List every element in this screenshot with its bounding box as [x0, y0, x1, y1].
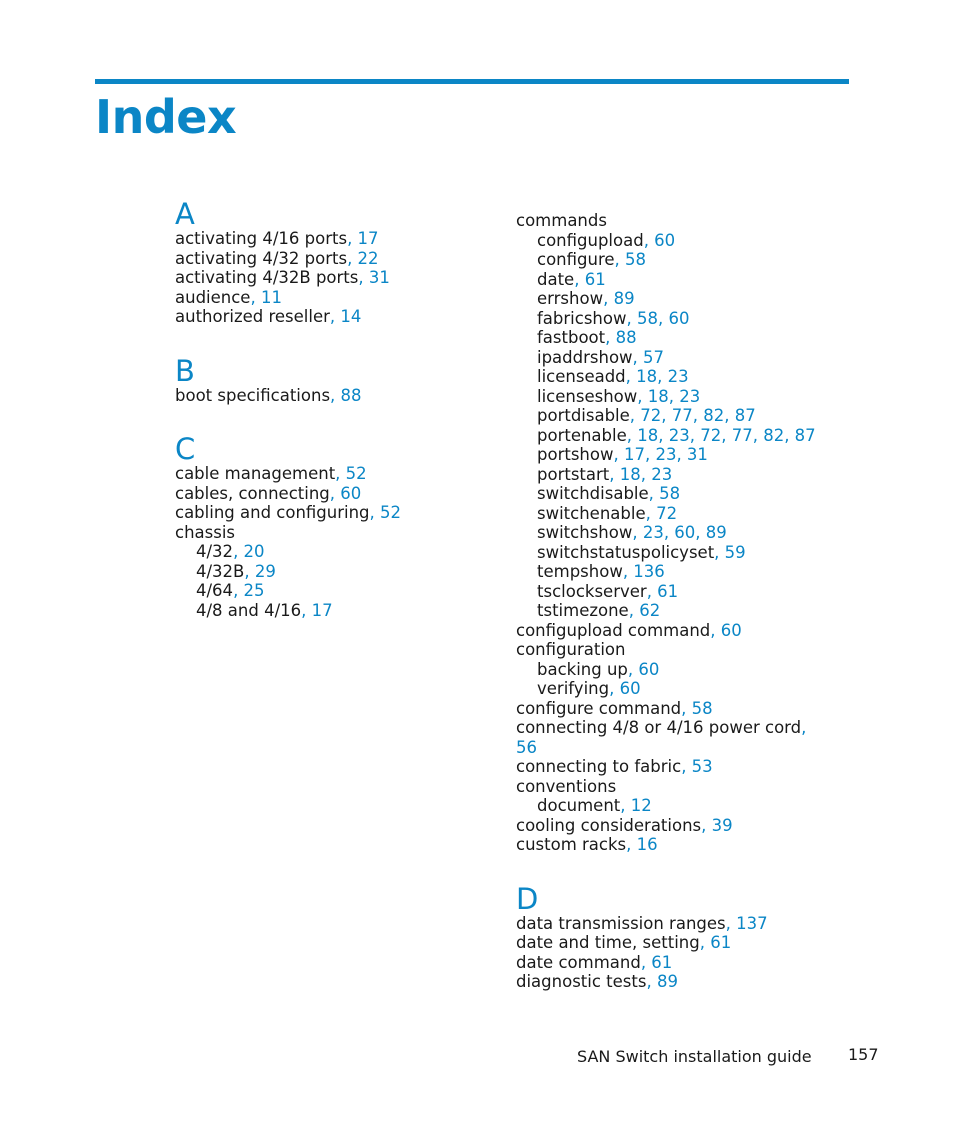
index-entry: [516, 718, 816, 738]
index-subentry: [516, 660, 816, 680]
header-rule: [95, 79, 849, 84]
page-reference-link[interactable]: , 20: [233, 542, 265, 561]
page-reference-link[interactable]: , 61: [640, 952, 673, 972]
index-term: portdisable: [537, 406, 630, 425]
index-term: portenable: [537, 425, 627, 445]
index-term: activating 4/32B ports: [175, 268, 359, 287]
index-subentry: [516, 328, 816, 348]
index-term: switchshow: [537, 523, 633, 542]
page-reference-link[interactable]: , 62: [628, 601, 661, 620]
index-term: configupload command: [516, 620, 711, 640]
index-term: boot specifications: [175, 385, 331, 405]
index-entry: [516, 816, 816, 836]
section-letter: C: [175, 432, 196, 466]
page-reference-link[interactable]: , 58, 60: [626, 308, 690, 328]
index-entry: [516, 621, 816, 641]
page-reference-link[interactable]: , 18, 23: [625, 367, 689, 386]
index-entry: [516, 914, 816, 934]
page-reference-link[interactable]: , 18, 23, 72, 77, 82, 87: [626, 425, 816, 445]
index-term: 4/64: [196, 581, 234, 600]
index-term: cable management: [175, 464, 336, 483]
index-term: cabling and configuring: [175, 503, 370, 522]
page-reference-link[interactable]: , 39: [701, 815, 733, 835]
index-term: errshow: [537, 289, 604, 308]
index-term: commands: [516, 211, 607, 230]
page-reference-link[interactable]: , 61: [646, 581, 679, 601]
index-term: backing up: [537, 659, 628, 679]
page-reference-link[interactable]: 56: [516, 737, 537, 757]
index-subentry: [516, 406, 816, 426]
index-term: date and time, setting: [516, 933, 700, 952]
index-term: 4/32B: [196, 561, 245, 581]
index-term: licenseadd: [537, 367, 626, 386]
index-term: switchenable: [537, 503, 646, 523]
index-entry: [516, 777, 816, 797]
page-reference-link[interactable]: , 14: [329, 307, 362, 326]
page-reference-link[interactable]: , 58: [681, 698, 713, 718]
index-entry: [175, 523, 495, 543]
page-reference-link[interactable]: , 60: [627, 659, 660, 679]
page-reference-link[interactable]: , 29: [244, 561, 276, 581]
index-subentry: [516, 387, 816, 407]
index-subentry: [516, 426, 816, 446]
index-subentry: [516, 270, 816, 290]
index-subentry: [175, 542, 495, 562]
index-term: fastboot: [537, 328, 606, 347]
page-reference-link[interactable]: , 60: [710, 620, 742, 640]
index-term: chassis: [175, 522, 236, 542]
index-term: custom racks: [516, 835, 627, 854]
index-term: connecting to fabric: [516, 757, 682, 776]
index-subentry: [516, 309, 816, 329]
index-subentry: [516, 367, 816, 387]
page-reference-link[interactable]: , 16: [626, 835, 658, 854]
page-reference-link[interactable]: , 18, 23: [609, 464, 673, 484]
page-reference-link[interactable]: , 17, 23, 31: [613, 445, 708, 464]
index-subentry: [516, 250, 816, 270]
index-term: date command: [516, 952, 641, 972]
index-term: portshow: [537, 445, 614, 464]
page-reference-link[interactable]: , 17: [301, 600, 333, 620]
page-reference-link[interactable]: , 89: [603, 289, 635, 308]
index-entry: [175, 249, 495, 269]
index-entry: [516, 757, 816, 777]
page-title: Index: [95, 90, 237, 144]
page-reference-link[interactable]: , 61: [699, 933, 732, 952]
page-reference-link[interactable]: , 137: [725, 913, 768, 933]
index-subentry: [175, 581, 495, 601]
index-term: ipaddrshow: [537, 347, 633, 367]
index-entry: [175, 503, 495, 523]
index-term: configuration: [516, 640, 626, 659]
index-term: configupload: [537, 230, 644, 250]
index-subentry: [175, 601, 495, 621]
index-entry-continuation: [516, 738, 816, 758]
index-subentry: [516, 523, 816, 543]
index-entry: [175, 307, 495, 327]
page-reference-link[interactable]: , 61: [574, 269, 606, 289]
index-term: tsclockserver: [537, 581, 647, 601]
page-reference-link[interactable]: , 31: [358, 268, 390, 287]
page-reference-link[interactable]: , 136: [622, 562, 665, 581]
page-reference-link[interactable]: , 88: [605, 328, 637, 347]
page-reference-link[interactable]: , 17: [347, 229, 379, 248]
index-subentry: [516, 231, 816, 251]
index-entry: [175, 464, 495, 484]
index-entry: [175, 484, 495, 504]
index-entry: [175, 229, 495, 249]
index-term: tstimezone: [537, 601, 629, 620]
index-term: conventions: [516, 776, 617, 796]
index-subentry: [516, 601, 816, 621]
page-reference-link[interactable]: ,: [801, 718, 807, 737]
index-subentry: [516, 562, 816, 582]
index-subentry: [516, 348, 816, 368]
index-entry: [175, 268, 495, 288]
index-term: document: [537, 796, 621, 815]
page-reference-link[interactable]: , 72, 77, 82, 87: [629, 406, 756, 425]
index-subentry: [516, 582, 816, 602]
index-term: configure: [537, 250, 615, 269]
page-reference-link[interactable]: , 11: [250, 287, 282, 307]
index-term: diagnostic tests: [516, 972, 647, 991]
index-entry: [516, 953, 816, 973]
index-subentry: [516, 504, 816, 524]
page-reference-link[interactable]: , 23, 60, 89: [632, 523, 727, 542]
page-reference-link[interactable]: , 58: [614, 250, 647, 269]
index-term: activating 4/16 ports: [175, 229, 348, 248]
index-term: authorized reseller: [175, 307, 330, 326]
index-entry: [175, 386, 495, 406]
index-term: activating 4/32 ports: [175, 248, 348, 268]
index-subentry: [516, 445, 816, 465]
index-term: portstart: [537, 464, 610, 484]
index-subentry: [516, 289, 816, 309]
index-term: audience: [175, 287, 251, 307]
index-term: cooling considerations: [516, 815, 702, 835]
index-entry: [516, 972, 816, 992]
index-term: cables, connecting: [175, 483, 330, 503]
page-reference-link[interactable]: , 18, 23: [637, 386, 701, 406]
index-term: licenseshow: [537, 386, 638, 406]
index-entry: [175, 288, 495, 308]
index-term: tempshow: [537, 562, 623, 581]
page-reference-link[interactable]: , 72: [645, 503, 678, 523]
page-reference-link[interactable]: , 60: [609, 679, 641, 698]
footer-guide-title: SAN Switch installation guide: [577, 1047, 812, 1066]
page-reference-link[interactable]: , 52: [369, 503, 402, 522]
page-reference-link[interactable]: , 88: [330, 385, 362, 405]
index-term: data transmission ranges: [516, 913, 726, 933]
index-term: date: [537, 269, 575, 289]
section-letter: B: [175, 353, 195, 388]
index-entry: [516, 933, 816, 953]
index-entry: [516, 211, 816, 231]
index-subentry: [516, 543, 816, 563]
page-reference-link[interactable]: , 57: [632, 347, 665, 367]
index-column-right: [516, 211, 816, 992]
page-reference-link[interactable]: , 22: [347, 248, 379, 268]
index-subentry: [516, 679, 816, 699]
page-reference-link[interactable]: , 25: [233, 581, 265, 600]
index-entry: [516, 835, 816, 855]
footer-page-number: 157: [848, 1045, 879, 1064]
index-column-left: [175, 197, 495, 620]
index-entry: [516, 640, 816, 660]
index-term: connecting 4/8 or 4/16 power cord: [516, 718, 802, 737]
index-entry: [516, 699, 816, 719]
page-reference-link[interactable]: , 59: [714, 542, 746, 562]
page-reference-link[interactable]: , 58: [648, 484, 681, 503]
page-reference-link[interactable]: , 53: [681, 757, 713, 776]
index-subentry: [516, 796, 816, 816]
index-term: verifying: [537, 679, 610, 698]
section-letter: D: [516, 881, 539, 916]
index-term: configure command: [516, 698, 682, 718]
page-reference-link[interactable]: , 52: [335, 464, 367, 483]
index-subentry: [516, 465, 816, 485]
index-term: 4/32: [196, 542, 234, 561]
section-letter: A: [175, 197, 195, 231]
index-term: fabricshow: [537, 308, 627, 328]
index-term: switchdisable: [537, 484, 649, 503]
index-term: 4/8 and 4/16: [196, 600, 302, 620]
index-term: switchstatuspolicyset: [537, 542, 715, 562]
page-reference-link[interactable]: , 60: [643, 230, 676, 250]
page-reference-link[interactable]: , 12: [620, 796, 652, 815]
index-subentry: [175, 562, 495, 582]
page-reference-link[interactable]: , 89: [646, 972, 678, 991]
page-reference-link[interactable]: , 60: [329, 483, 362, 503]
index-subentry: [516, 484, 816, 504]
